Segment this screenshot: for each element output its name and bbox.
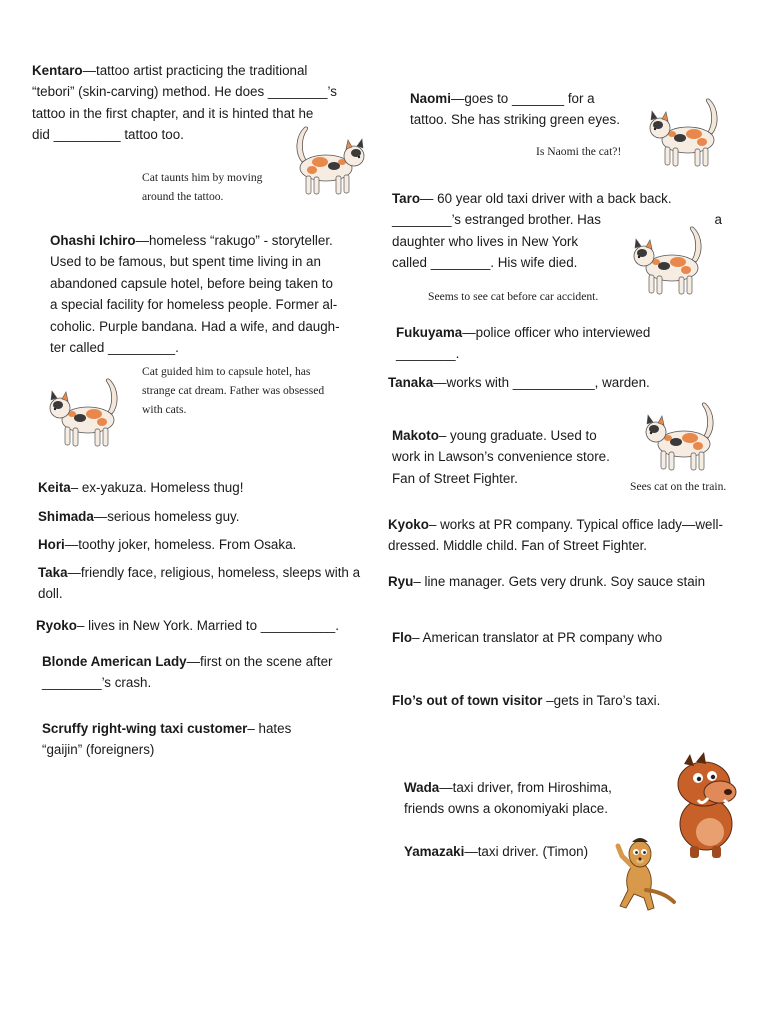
meerkat-icon [602, 832, 678, 912]
name-kentaro: Kentaro [32, 63, 83, 78]
name-ryu: Ryu [388, 574, 414, 589]
entry-ohashi: Ohashi Ichiro—homeless “rakugo” - storyteller. Used to be famous, but spent time living in an abandoned capsule hotel, before being taken to a special facility for homeless people. Former al- coholic. Purple bandana. Had a wife, and daugh- ter called _________. [50, 233, 340, 356]
entry-naomi: Naomi—goes to _______ for a tattoo. She has striking green eyes. [410, 91, 620, 128]
name-keita: Keita [38, 480, 71, 495]
entry-yamazaki: Yamazaki—taxi driver. (Timon) [404, 844, 589, 859]
name-ryoko: Ryoko [36, 618, 77, 633]
name-ohashi: Ohashi Ichiro [50, 233, 136, 248]
note-ohashi: Cat guided him to capsule hotel, has strange cat dream. Father was obsessed with cats. [142, 365, 325, 416]
name-taka: Taka [38, 565, 68, 580]
name-flo-visitor: Flo’s out of town visitor [392, 693, 543, 708]
name-hori: Hori [38, 537, 65, 552]
entry-taka: Taka—friendly face, religious, homeless, sleeps with a doll. [38, 565, 361, 602]
name-shimada: Shimada [38, 509, 94, 524]
entry-taro: Taro— 60 year old taxi driver with a back back. ________’s estranged brother. Has a daughter who lives in New York called ________. His wife died. [392, 191, 722, 271]
name-makoto: Makoto [392, 428, 439, 443]
name-yamazaki: Yamazaki [404, 844, 465, 859]
name-fukuyama: Fukuyama [396, 325, 463, 340]
note-taro: Seems to see cat before car accident. [428, 290, 599, 303]
entry-kyoko: Kyoko– works at PR company. Typical office lady—well- dressed. Middle child. Fan of Street Fighter. [388, 517, 723, 554]
name-naomi: Naomi [410, 91, 451, 106]
entry-blonde: Blonde American Lady—first on the scene after ________’s crash. [42, 654, 333, 691]
calico-cat-icon [284, 122, 366, 200]
entry-tanaka: Tanaka—works with ___________, warden. [388, 375, 650, 390]
note-kentaro: Cat taunts him by moving around the tattoo. [142, 171, 263, 203]
entry-hori: Hori—toothy joker, homeless. From Osaka. [38, 537, 297, 552]
entry-scruffy: Scruffy right-wing taxi customer– hates “gaijin” (foreigners) [42, 721, 292, 758]
entry-makoto: Makoto– young graduate. Used to work in Lawson’s convenience store. Fan of Street Fighter. [392, 428, 610, 486]
entry-ryu: Ryu– line manager. Gets very drunk. Soy sauce stain [388, 574, 706, 589]
name-wada: Wada [404, 780, 440, 795]
entry-flo: Flo– American translator at PR company who [392, 630, 663, 645]
entry-keita: Keita– ex-yakuza. Homeless thug! [38, 480, 244, 495]
calico-cat-icon [46, 374, 130, 450]
entry-flo-visitor: Flo’s out of town visitor –gets in Taro’s taxi. [392, 693, 661, 708]
calico-cat-icon [626, 222, 714, 300]
name-kyoko: Kyoko [388, 517, 429, 532]
calico-cat-icon [646, 94, 730, 170]
entry-ryoko: Ryoko– lives in New York. Married to __________. [36, 618, 339, 633]
name-tanaka: Tanaka [388, 375, 434, 390]
note-makoto: Sees cat on the train. [630, 480, 727, 493]
note-naomi: Is Naomi the cat?! [536, 145, 622, 158]
entry-wada: Wada—taxi driver, from Hiroshima, friends owns a okonomiyaki place. [404, 780, 612, 817]
calico-cat-icon [642, 398, 726, 474]
name-taro: Taro [392, 191, 421, 206]
entry-shimada: Shimada—serious homeless guy. [38, 509, 240, 524]
entry-kentaro: Kentaro—tattoo artist practicing the traditional “tebori” (skin-carving) method. He does ________’s tattoo in the first chapter, and it is hinted that he did _________ tattoo too. [32, 63, 337, 143]
name-flo: Flo [392, 630, 413, 645]
entry-fukuyama: Fukuyama—police officer who interviewed ________. [396, 325, 651, 362]
name-scruffy: Scruffy right-wing taxi customer [42, 721, 248, 736]
name-blonde: Blonde American Lady [42, 654, 187, 669]
